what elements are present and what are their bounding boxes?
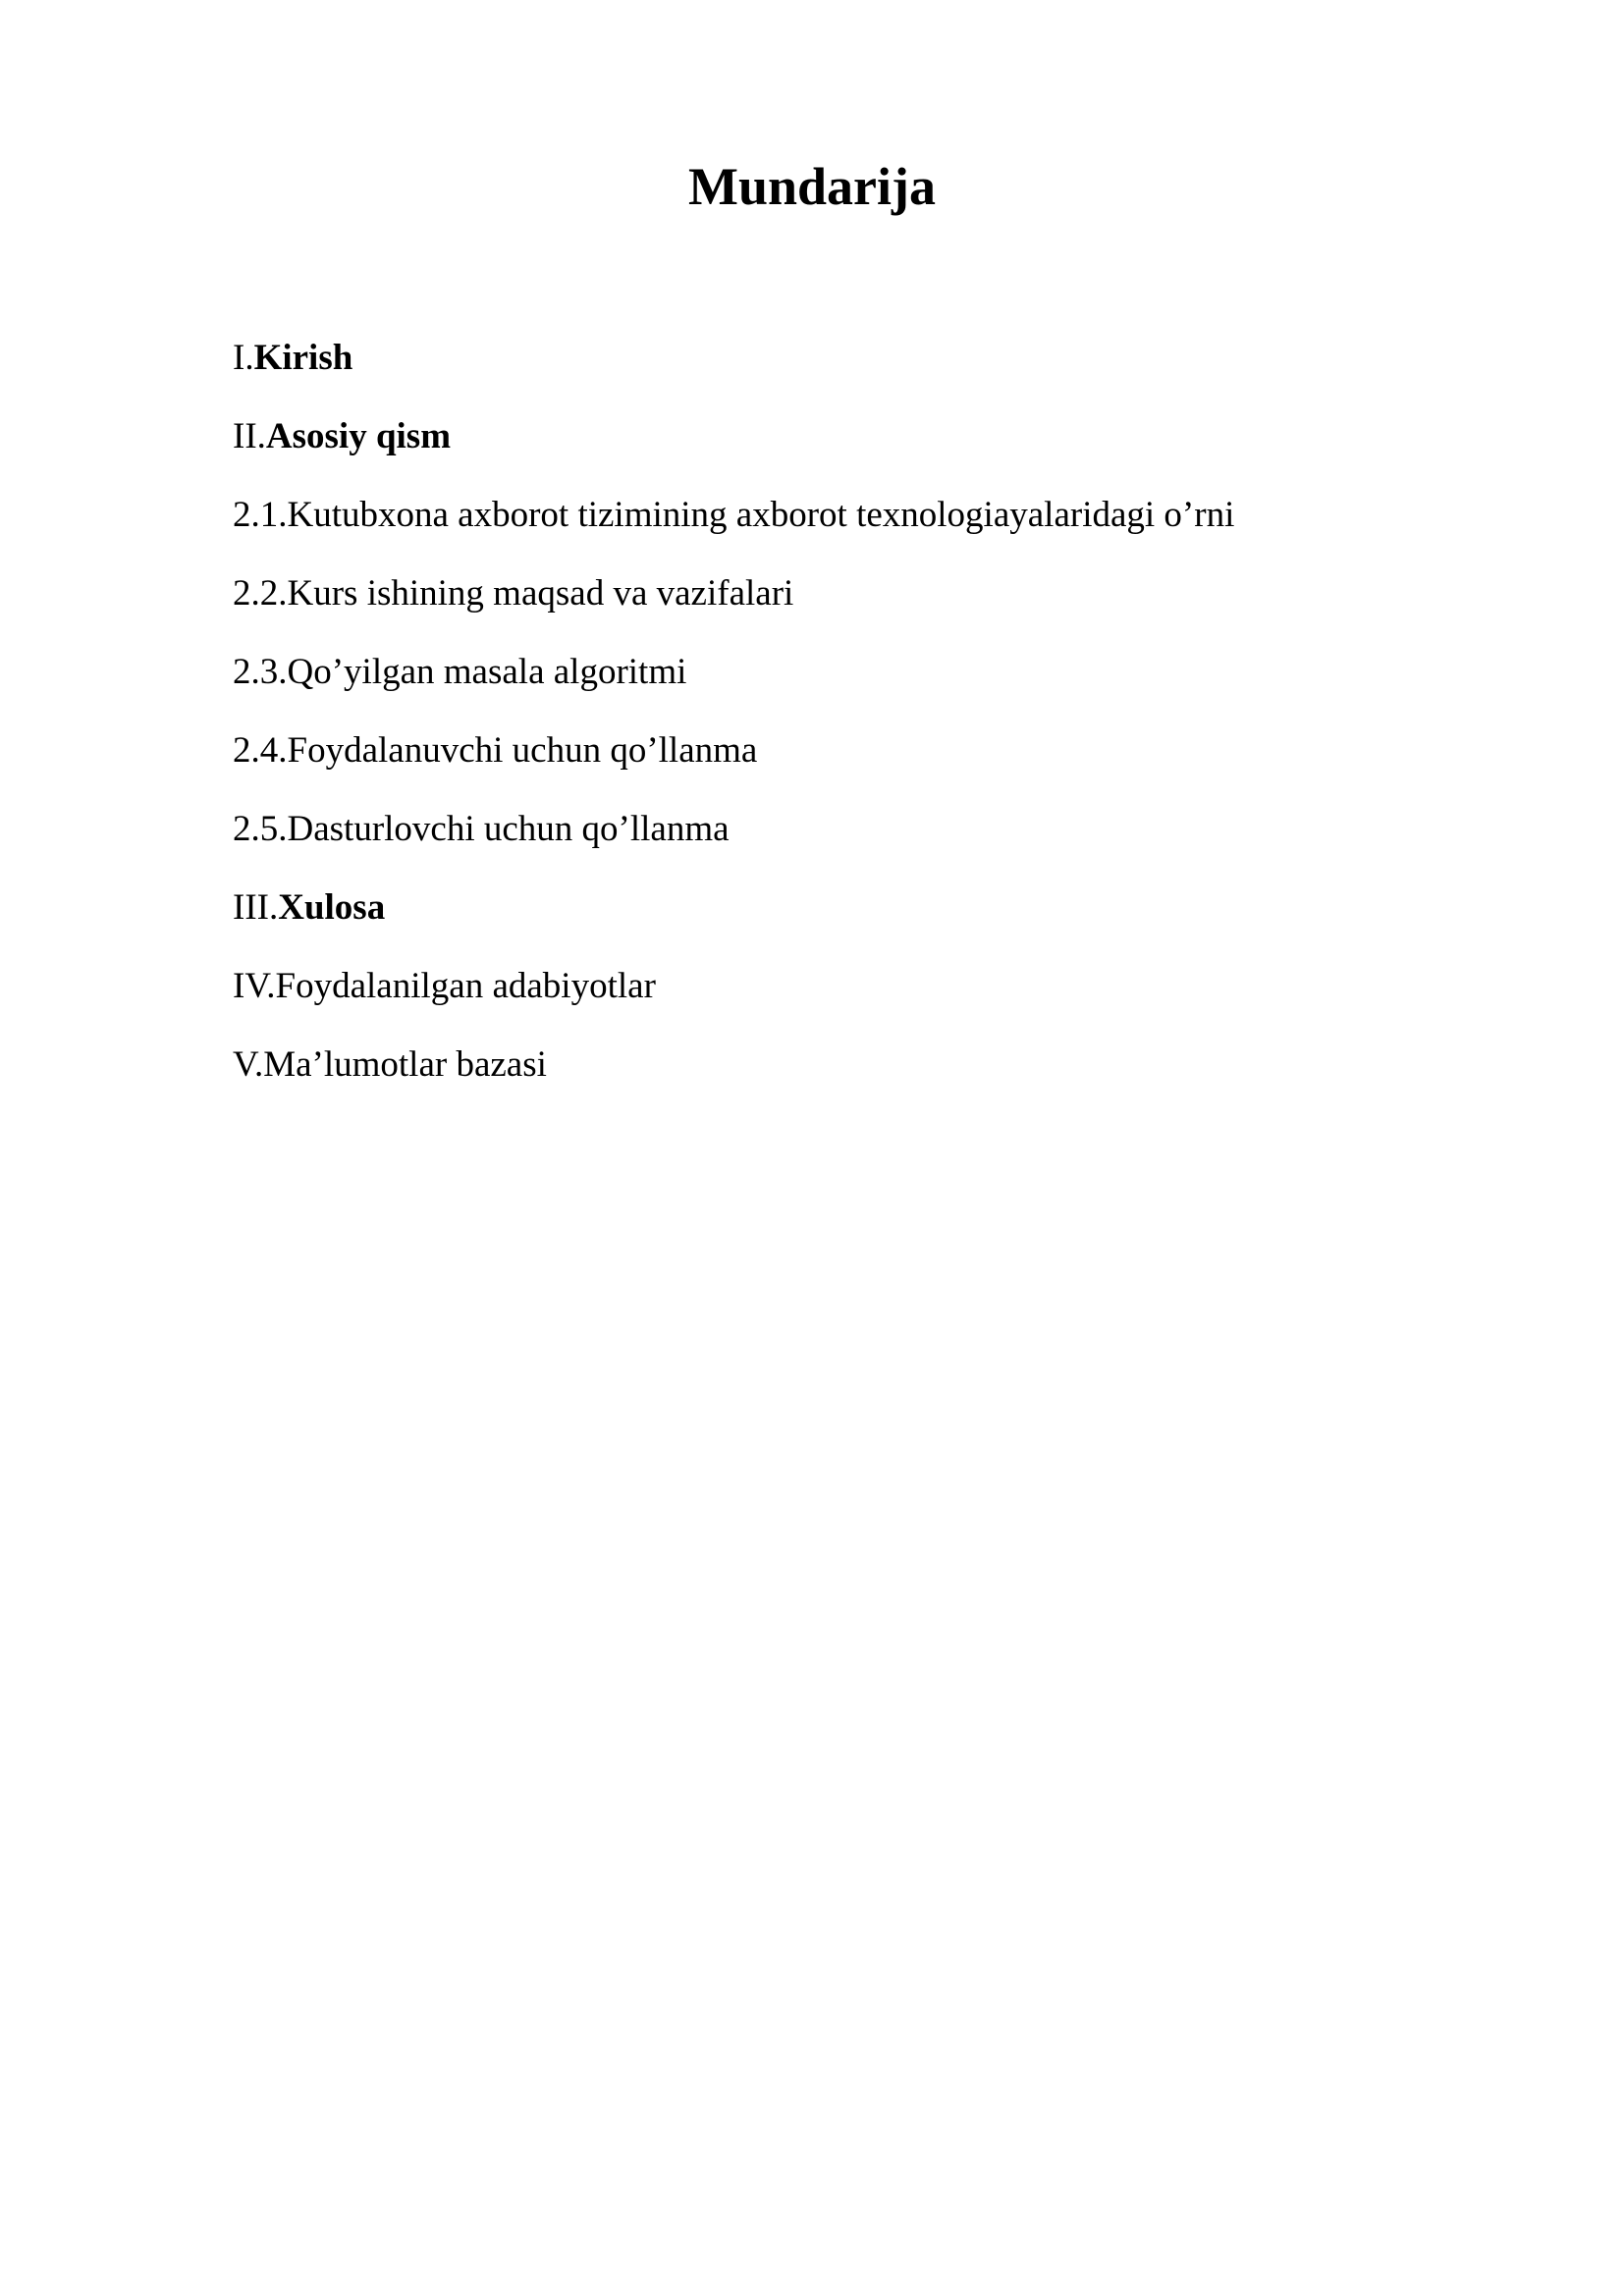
- toc-item-title: Qo’yilgan masala algoritmi: [287, 652, 687, 692]
- toc-item-2-1: [233, 476, 1234, 555]
- toc-item-2-3: [233, 633, 1234, 712]
- toc-item-number: IV.: [233, 966, 276, 1006]
- toc-item-title: Foydalanuvchi uchun qo’llanma: [287, 730, 758, 771]
- toc-item-2-5: [233, 790, 1234, 869]
- toc-item-2-4: [233, 712, 1234, 790]
- toc-item-number: 2.1.: [233, 495, 288, 535]
- toc-item-title: Kutubxona axborot tizimining axborot texnologiayalaridagi o’rni: [287, 495, 1235, 535]
- toc-item-title: Kirish: [253, 338, 353, 378]
- toc-item-2-2: [233, 555, 1234, 633]
- toc-item-title: Xulosa: [278, 887, 386, 928]
- toc-item-title: Foydalanilgan adabiyotlar: [275, 966, 656, 1006]
- toc-item-number: 2.4.: [233, 730, 288, 771]
- toc-item-number: I.: [233, 338, 254, 378]
- toc-item-number: 2.5.: [233, 809, 288, 849]
- toc-item-number: V.: [233, 1044, 264, 1085]
- toc-item-malumotlar-bazasi: [233, 1026, 1234, 1104]
- toc-item-adabiyotlar: [233, 947, 1234, 1026]
- toc-item-title: Asosiy qism: [265, 416, 452, 456]
- toc-item-title: Kurs ishining maqsad va vazifalari: [287, 573, 794, 614]
- toc-item-title: Dasturlovchi uchun qo’llanma: [287, 809, 730, 849]
- toc-item-title: Ma’lumotlar bazasi: [263, 1044, 547, 1085]
- toc-item-xulosa: [233, 869, 1234, 947]
- toc-item-asosiy-qism: [233, 398, 1234, 476]
- toc-item-kirish: [233, 319, 1234, 398]
- page-title: Mundarija: [687, 157, 937, 216]
- table-of-contents: [233, 319, 1234, 1104]
- toc-item-number: III.: [233, 887, 279, 928]
- toc-item-number: II.: [233, 416, 266, 456]
- toc-item-number: 2.3.: [233, 652, 288, 692]
- toc-item-number: 2.2.: [233, 573, 288, 614]
